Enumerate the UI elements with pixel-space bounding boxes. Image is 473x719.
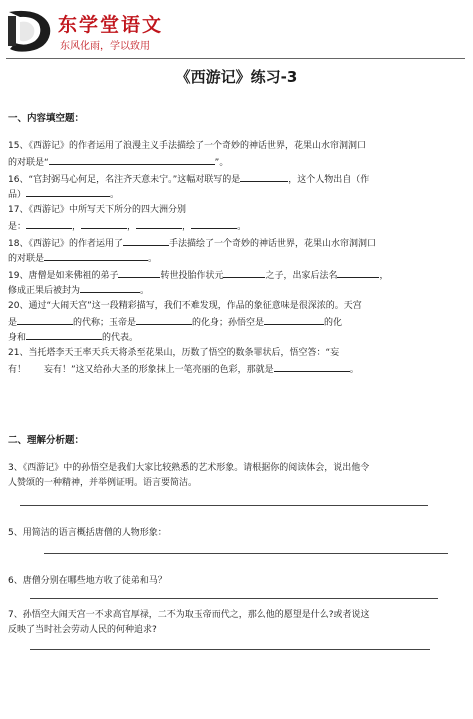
q18-line-2: 的对联是 。 — [8, 251, 157, 265]
q7-line-1: 7、孙悟空大闹天宫一不求高官厚禄，二不为取玉帝而代之，那么他的愿望是什么?或者说这 — [8, 610, 370, 620]
answer-blank[interactable] — [26, 187, 110, 197]
answer-blank[interactable] — [81, 219, 127, 229]
brand-name: 东学堂语文 — [58, 14, 164, 36]
answer-blank[interactable] — [123, 236, 169, 246]
answer-blank[interactable] — [49, 155, 215, 165]
q3-line-2: 人赞颂的一种精神，并举例证明。语言要简洁。 — [8, 478, 198, 488]
q7-line-2: 反映了当时社会劳动人民的何种追求? — [8, 625, 157, 635]
q17-line-2: 是： ， ， ， 。 — [8, 219, 246, 233]
answer-blank[interactable] — [17, 315, 73, 325]
answer-line-q3[interactable] — [20, 505, 428, 506]
q19-line-2: 修成正果后被封为 。 — [8, 283, 149, 297]
section-heading-analysis: 二、理解分析题： — [8, 435, 85, 446]
answer-blank[interactable] — [274, 362, 350, 372]
answer-blank[interactable] — [337, 268, 379, 278]
answer-blank[interactable] — [44, 251, 148, 261]
answer-line-q5[interactable] — [44, 553, 448, 554]
q5-text: 5、用简洁的语言概括唐僧的人物形象： — [8, 528, 167, 538]
q3-line-1: 3、《西游记》中的孙悟空是我们大家比较熟悉的艺术形象。请根据你的阅读体会，说出他令 — [8, 463, 370, 473]
brand-logo-icon — [6, 8, 56, 54]
answer-blank[interactable] — [136, 219, 182, 229]
q16-line-2: 品） 。 — [8, 187, 119, 201]
brand-slogan: 东风化雨，学以致用 — [60, 41, 150, 52]
answer-blank[interactable] — [136, 315, 192, 325]
answer-blank[interactable] — [264, 315, 324, 325]
q15-line-2: 的对联是“ ”。 — [8, 155, 228, 169]
section-heading-fill-in: 一、内容填空题： — [8, 113, 85, 124]
answer-line-q7[interactable] — [30, 649, 430, 650]
q18-line-1: 18、《西游记》的作者运用了 手法描绘了一个奇妙的神话世界，花果山水帘洞洞口 — [8, 236, 376, 250]
answer-blank[interactable] — [118, 268, 160, 278]
answer-line-q6[interactable] — [30, 598, 438, 599]
q16-line-1: 16、“官封弼马心何足，名注齐天意未宁。”这幅对联写的是 ，这个人物出自（作 — [8, 172, 369, 186]
q20-line-2: 是 的代称；玉帝是 的化身；孙悟空是 的化 — [8, 315, 342, 329]
q20-line-3: 身和 的代表。 — [8, 330, 138, 344]
q17-line-1: 17、《西游记》中所写天下所分的四大洲分别 — [8, 205, 186, 215]
answer-blank[interactable] — [240, 172, 288, 182]
q21-line-1: 21、当托塔李天王率天兵天将杀至花果山，历数了悟空的数条罪状后，悟空答：“妄 — [8, 348, 340, 358]
q20-line-1: 20、通过“大闹天宫”这一段精彩描写，我们不难发现，作品的象征意味是很深浓的。天宫 — [8, 301, 362, 311]
answer-blank[interactable] — [191, 219, 237, 229]
header-divider — [6, 58, 465, 59]
q6-text: 6、唐僧分别在哪些地方收了徒弟和马？ — [8, 576, 167, 586]
q19-line-1: 19、唐僧是如来佛祖的弟子 转世投胎作状元 之子，出家后法名 ， — [8, 268, 389, 282]
page-header — [0, 0, 473, 62]
answer-blank[interactable] — [26, 330, 102, 340]
q21-line-2: 有！ 妄有！”这又给孙大圣的形象抹上一笔亮丽的色彩，那就是 。 — [8, 362, 359, 376]
q15-line-1: 15、《西游记》的作者运用了浪漫主义手法描绘了一个奇妙的神话世界，花果山水帘洞洞口 — [8, 141, 366, 151]
answer-blank[interactable] — [80, 283, 140, 293]
page-title: 《西游记》练习-3 — [175, 68, 298, 86]
answer-blank[interactable] — [223, 268, 265, 278]
answer-blank[interactable] — [26, 219, 72, 229]
